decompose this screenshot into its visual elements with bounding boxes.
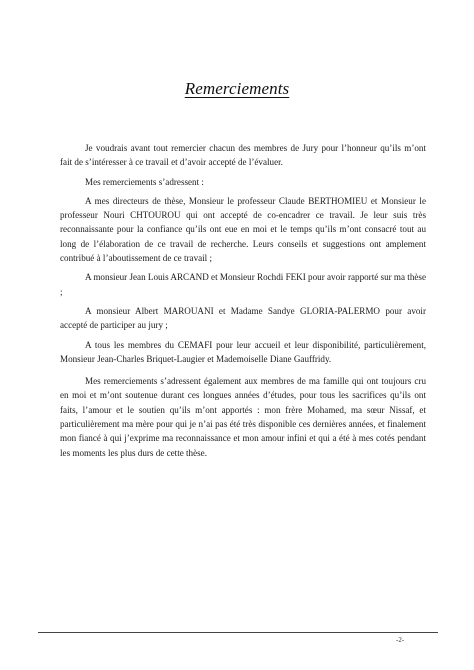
page-number: -2- xyxy=(396,636,405,644)
paragraph-jury-thanks: Je voudrais avant tout remercier chacun des membres de Jury pour l’honneur qu’ils m’ont fait de s’intéresser à ce travail et d’avoir accepté de l’évaluer. xyxy=(60,143,426,168)
footer-divider xyxy=(38,632,438,633)
page-title: Remerciements xyxy=(184,79,290,98)
paragraph-thanks-intro: Mes remerciements s’adressent : xyxy=(85,176,204,187)
paragraph-jury-members: A monsieur Albert MAROUANI et Madame Sandye GLORIA-PALERMO pour avoir accepté de participer au jury ; xyxy=(60,305,426,331)
acknowledgements-body xyxy=(60,141,426,465)
paragraph-cemafi: A tous les membres du CEMAFI pour leur accueil et leur disponibilité, particulièrement, Monsieur Jean-Charles Briquet-Laugier et Mademoiselle Diane Gauffridy. xyxy=(60,339,426,364)
paragraph-rapporteurs: A monsieur Jean Louis ARCAND et Monsieur Rochdi FEKI pour avoir rapporté sur ma thèse ; xyxy=(60,272,426,297)
paragraph-family: Mes remerciements s’adressent également aux membres de ma famille qui ont toujours cru en moi et m’ont soutenue durant ces longues années d’études, pour tous les sacrifices qu’ils ont faits, l’amour et le soutien qu’ils m’ont apportés : mon frère Mohamed, ma sœur Nissaf, et particulièrement ma mère pour qui je n’ai pas été très disponible ces dernières années, et finalement mon fiancé à qui j’exprime ma reconnaissance et mon amour infini et qui a été à mes cotés pendant les moments les plus durs de cette thèse. xyxy=(60,376,426,458)
paragraph-thesis-directors: A mes directeurs de thèse, Monsieur le professeur Claude BERTHOMIEU et Monsieur le professeur Nouri CHTOUROU qui ont accepté de co-encadrer ce travail. Je leur suis très reconnaissante pour la confiance qu’ils ont eue en moi et le temps qu’ils m’ont consacré tout au long de l’élaboration de ce travail de recherche. Leurs conseils et suggestions ont amplement contribué à l’aboutissement de ce travail ; xyxy=(60,195,426,264)
